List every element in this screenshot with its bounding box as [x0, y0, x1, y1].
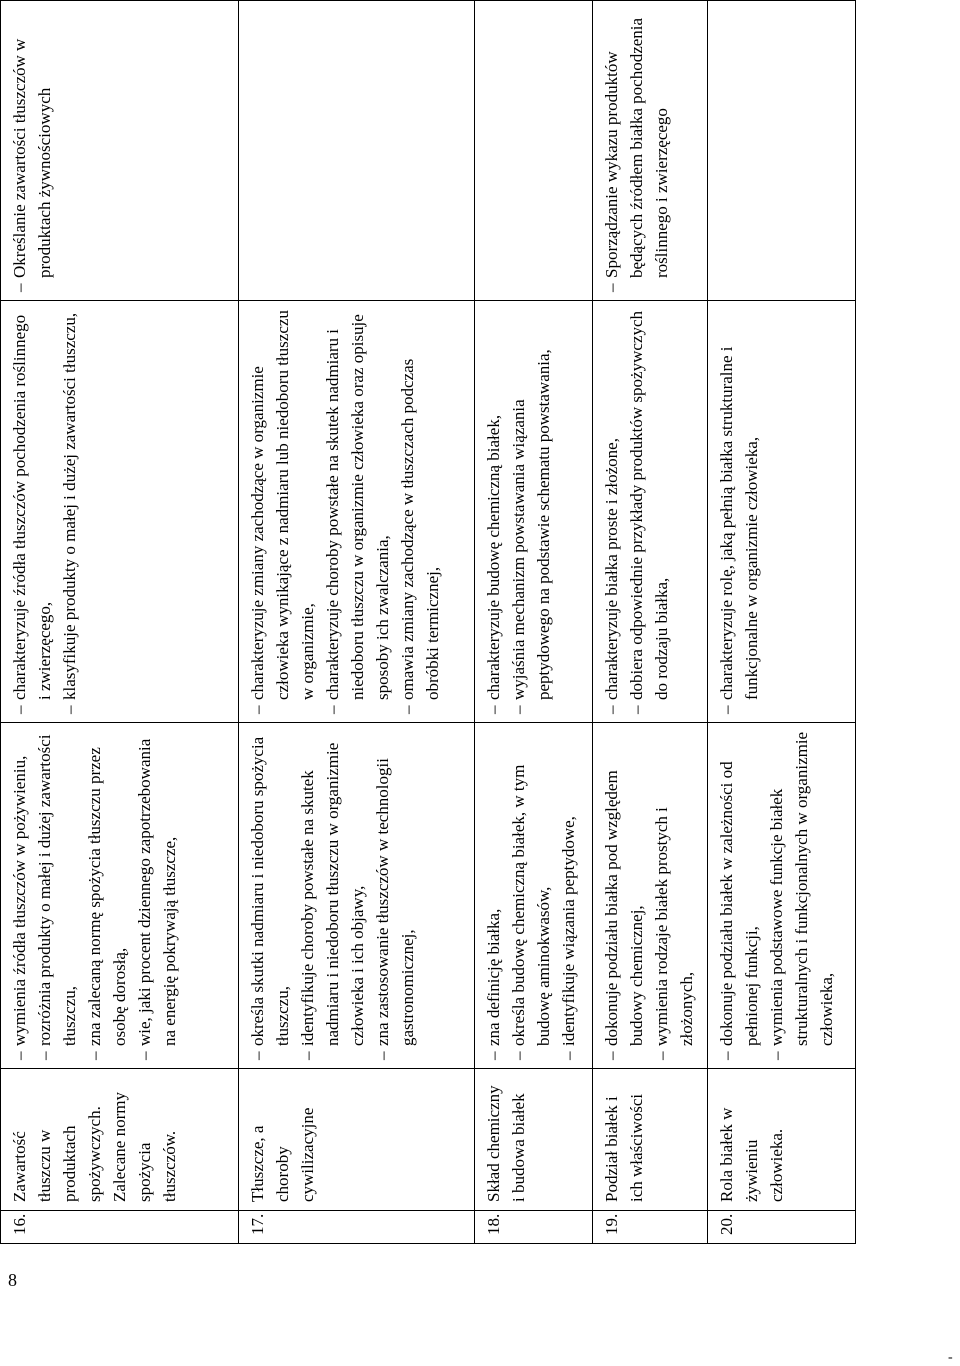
row-number: 20. [708, 1211, 856, 1244]
activities-list [599, 9, 674, 292]
basic-requirements-cell [239, 723, 475, 1069]
list-item: – charakteryzuje źródła tłuszczów pochodzenia roślinnego i zwierzęcego, [7, 309, 57, 714]
list-item: – charakteryzuje rolę, jaką pełnią białka strukturalne i funkcjonalne w organizmie człowieka, [714, 309, 764, 714]
extended-list [481, 309, 556, 714]
basic-list [7, 731, 182, 1060]
list-item: – zna definicję białka, [481, 731, 506, 1060]
table-row [593, 1, 708, 1244]
table-row [1, 1, 239, 1244]
list-item: – dokonuje podziału białek w zależności od pełnionej funkcji, [714, 731, 764, 1060]
extended-requirements-cell [1, 301, 239, 723]
list-item: – określa budowę chemiczną białek, w tym budowę aminokwasów, [506, 731, 556, 1060]
extended-requirements-cell [239, 301, 475, 723]
activities-cell [708, 1, 856, 301]
list-item: – dobiera odpowiednie przykłady produktów spożywczych do rodzaju białka, [624, 309, 674, 714]
table-row [708, 1, 856, 1244]
list-item: – charakteryzuje budowę chemiczną białek, [481, 309, 506, 714]
row-number: 19. [593, 1211, 708, 1244]
list-item: – zna zalecaną normę spożycia tłuszczu przez osobę dorosłą, [82, 731, 132, 1060]
list-item: – identyfikuje wiązania peptydowe, [556, 731, 581, 1060]
page-number: 8 [8, 1270, 17, 1290]
list-item: – wymienia rodzaje białek prostych i złożonych, [649, 731, 699, 1060]
row-number: 18. [475, 1211, 593, 1244]
list-item: – dokonuje podziału białka pod względem budowy chemicznej, [599, 731, 649, 1060]
row-number: 16. [1, 1211, 239, 1244]
list-item: – identyfikuje choroby powstałe na skutek nadmiaru i niedoboru tłuszczu w organizmie człowieka i ich objawy, [295, 731, 370, 1060]
list-item: – określa skutki nadmiaru i niedoboru spożycia tłuszczu, [245, 731, 295, 1060]
basic-requirements-cell [475, 723, 593, 1069]
activities-cell [239, 1, 475, 301]
list-item: – Określanie zawartości tłuszczów w produktach żywnościowych [7, 9, 57, 292]
extended-requirements-cell [593, 301, 708, 723]
table-row [239, 1, 475, 1244]
extended-list [245, 309, 445, 714]
activities-cell [1, 1, 239, 301]
table-row [475, 1, 593, 1244]
extended-requirements-cell [708, 301, 856, 723]
list-item: – Sporządzanie wykazu produktów będących źródłem białka pochodzenia roślinnego i zwierzęcego [599, 9, 674, 292]
trailing-mark: - [948, 1350, 953, 1365]
list-item: – charakteryzuje choroby powstałe na skutek nadmiaru i niedoboru tłuszczu w organizmie człowieka oraz opisuje sposoby ich zwalczania, [320, 309, 395, 714]
list-item: – wie, jaki procent dziennego zapotrzebowania na energię pokrywają tłuszcze, [132, 731, 182, 1060]
list-item: – wyjaśnia mechanizm powstawania wiązania peptydowego na podstawie schematu powstawania, [506, 309, 556, 714]
row-topic: Skład chemiczny i budowa białek [475, 1069, 593, 1211]
extended-list [7, 309, 82, 714]
extended-list [599, 309, 674, 714]
row-topic: Zawartość tłuszczu w produktach spożywczych. Zalecane normy spożycia tłuszczów. [1, 1069, 239, 1211]
list-item: – charakteryzuje białka proste i złożone, [599, 309, 624, 714]
extended-list [714, 309, 764, 714]
list-item: – rozróżnia produkty o małej i dużej zawartości tłuszczu, [32, 731, 82, 1060]
row-topic: Rola białek w żywieniu człowieka. [708, 1069, 856, 1211]
row-number: 17. [239, 1211, 475, 1244]
row-topic: Podział białek i ich właściwości [593, 1069, 708, 1211]
basic-requirements-cell [593, 723, 708, 1069]
basic-list [599, 731, 699, 1060]
list-item: – klasyfikuje produkty o małej i dużej zawartości tłuszczu, [57, 309, 82, 714]
basic-list [481, 731, 581, 1060]
basic-requirements-cell [1, 723, 239, 1069]
activities-cell [475, 1, 593, 301]
row-topic: Tłuszcze, a choroby cywilizacyjne [239, 1069, 475, 1211]
list-item: – wymienia podstawowe funkcje białek strukturalnych i funkcjonalnych w organizmie człowieka, [764, 731, 839, 1060]
activities-list [7, 9, 57, 292]
basic-list [245, 731, 420, 1060]
activities-cell [593, 1, 708, 301]
list-item: – wymienia źródła tłuszczów w pożywieniu, [7, 731, 32, 1060]
list-item: – zna zastosowanie tłuszczów w technologii gastronomicznej, [370, 731, 420, 1060]
list-item: – charakteryzuje zmiany zachodzące w organizmie człowieka wynikające z nadmiaru lub niedoboru tłuszczu w organizmie, [245, 309, 320, 714]
basic-list [714, 731, 839, 1060]
list-item: – omawia zmiany zachodzące w tłuszczach podczas obróbki termicznej, [395, 309, 445, 714]
basic-requirements-cell [708, 723, 856, 1069]
extended-requirements-cell [475, 301, 593, 723]
